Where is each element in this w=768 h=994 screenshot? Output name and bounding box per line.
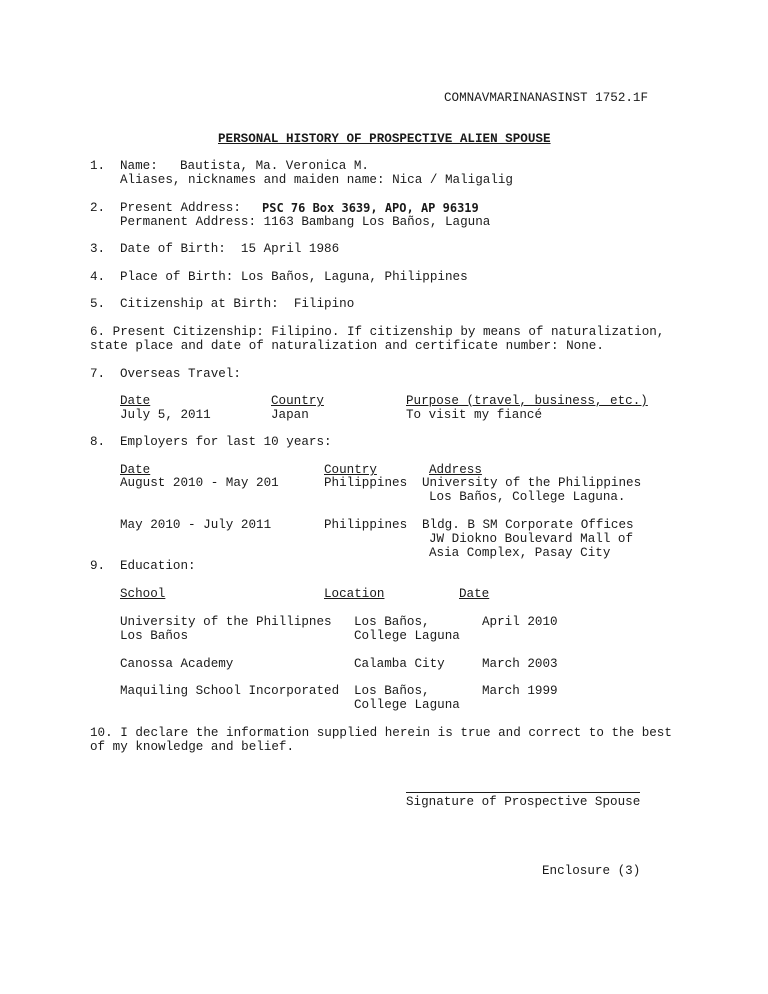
travel-header-country: Country	[271, 394, 324, 408]
education-row1-school: University of the Phillipnes	[120, 615, 332, 629]
item5-number: 5.	[90, 297, 106, 311]
item7-number: 7.	[90, 367, 106, 381]
name-value: Bautista, Ma. Veronica M.	[180, 159, 369, 173]
date-of-birth-line: Date of Birth: 15 April 1986	[120, 242, 340, 256]
education-header-location: Location	[324, 587, 385, 601]
overseas-travel-label: Overseas Travel:	[120, 367, 241, 381]
signature-line	[406, 792, 640, 793]
item3-number: 3.	[90, 242, 106, 256]
education-row2-school: Canossa Academy	[120, 657, 234, 671]
present-address-value: PSC 76 Box 3639, APO, AP 96319	[262, 201, 479, 215]
place-of-birth-line: Place of Birth: Los Baños, Laguna, Philippines	[120, 270, 468, 284]
education-row1-date: April 2010	[482, 615, 558, 629]
declaration-line1: 10. I declare the information supplied herein is true and correct to the best	[90, 726, 672, 740]
education-row3-date: March 1999	[482, 684, 558, 698]
employer-row2-address3: Asia Complex, Pasay City	[429, 546, 611, 560]
travel-row-date: July 5, 2011	[120, 408, 211, 422]
travel-row-country: Japan	[271, 408, 309, 422]
employer-row1-country: Philippines	[324, 476, 408, 490]
item4-number: 4.	[90, 270, 106, 284]
present-address-label: Present Address:	[120, 201, 241, 215]
present-citizenship-line1: 6. Present Citizenship: Filipino. If citizenship by means of naturalization,	[90, 325, 665, 339]
employer-header-country: Country	[324, 463, 377, 477]
employer-row2-address2: JW Diokno Boulevard Mall of	[429, 532, 634, 546]
employer-row2-date: May 2010 - July 2011	[120, 518, 272, 532]
permanent-address-line: Permanent Address: 1163 Bambang Los Baños, Laguna	[120, 215, 491, 229]
education-label: Education:	[120, 559, 196, 573]
education-header-date: Date	[459, 587, 490, 601]
employer-row1-date: August 2010 - May 201	[120, 476, 279, 490]
item8-number: 8.	[90, 435, 106, 449]
citizenship-at-birth-line: Citizenship at Birth: Filipino	[120, 297, 355, 311]
employer-row1-address2: Los Baños, College Laguna.	[429, 490, 626, 504]
declaration-line2: of my knowledge and belief.	[90, 740, 295, 754]
travel-header-date: Date	[120, 394, 151, 408]
education-row1-location: Los Baños,	[354, 615, 430, 629]
employers-label: Employers for last 10 years:	[120, 435, 332, 449]
item9-number: 9.	[90, 559, 106, 573]
employer-row1-address1: University of the Philippines	[422, 476, 642, 490]
enclosure-label: Enclosure (3)	[542, 864, 641, 878]
education-row3-location-cont: College Laguna	[354, 698, 460, 712]
employer-header-address: Address	[429, 463, 482, 477]
travel-header-purpose: Purpose (travel, business, etc.)	[406, 394, 648, 408]
education-row3-school: Maquiling School Incorporated	[120, 684, 340, 698]
signature-label: Signature of Prospective Spouse	[406, 795, 641, 809]
instruction-number: COMNAVMARINANASINST 1752.1F	[444, 91, 649, 105]
present-citizenship-line2: state place and date of naturalization and certificate number: None.	[90, 339, 604, 353]
education-row1-school-cont: Los Baños	[120, 629, 189, 643]
travel-row-purpose: To visit my fiancé	[406, 408, 543, 422]
education-row3-location: Los Baños,	[354, 684, 430, 698]
employer-row2-country: Philippines	[324, 518, 408, 532]
education-header-school: School	[120, 587, 166, 601]
employer-row2-address1: Bldg. B SM Corporate Offices	[422, 518, 634, 532]
document-title: PERSONAL HISTORY OF PROSPECTIVE ALIEN SPOUSE	[218, 132, 551, 146]
name-label: Name:	[120, 159, 158, 173]
aliases-line: Aliases, nicknames and maiden name: Nica / Maligalig	[120, 173, 513, 187]
item2-number: 2.	[90, 201, 106, 215]
education-row1-location-cont: College Laguna	[354, 629, 460, 643]
education-row2-date: March 2003	[482, 657, 558, 671]
employer-header-date: Date	[120, 463, 151, 477]
item1-number: 1.	[90, 159, 106, 173]
education-row2-location: Calamba City	[354, 657, 445, 671]
